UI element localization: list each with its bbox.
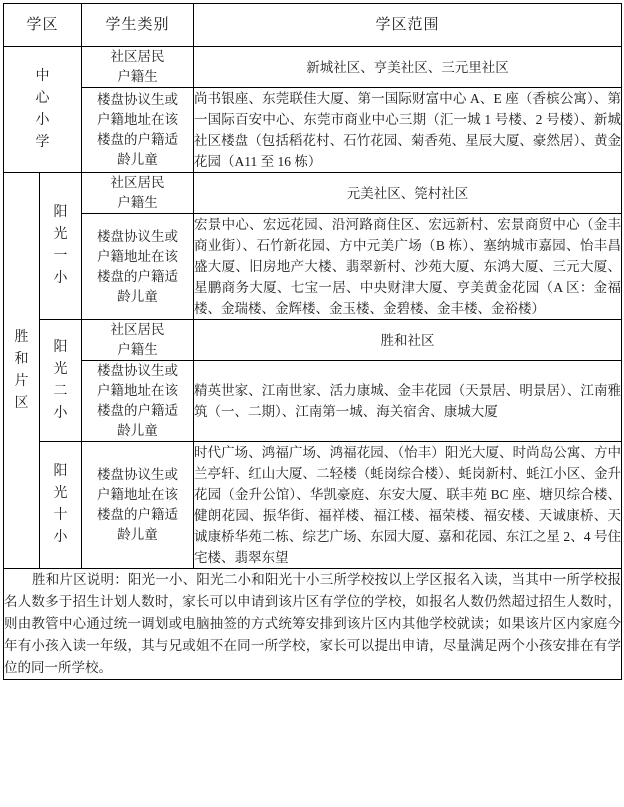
range-text: 时代广场、鸿福广场、鸿福花园、（怡丰）阳光大厦、时尚岛公寓、方中兰亭轩、红山大厦、二轻楼（蚝岗综合楼）、蚝岗新村、蚝江小区、金升花园（金升公馆）、华凯豪庭、东安大厦、联丰苑 BC 座、塘贝综合楼、健朗花园、振华街、福祥楼、福江楼、福荣楼、福安楼、天诚康桥、天诚康桥华苑二栋、综艺广场、东园大厦、嘉和花园、东江之星 2、4 号住宅楼、翡翠东望	[194, 442, 622, 569]
category-line: 户籍生	[117, 69, 158, 84]
range-text: 宏景中心、宏远花园、沿河路商住区、宏远新村、宏景商贸中心（金丰商业街）、石竹新花园、方中元美广场（B 栋）、塞纳城市嘉园、怡丰昌盛大厦、旧房地产大楼、翡翠新村、沙苑大厦、东鸿大厦、三元大厦、星鹏商务大厦、七宝一居、中央财津大厦、亨美黄金花园（A 区：金福楼、金瑞楼、金辉楼、金玉楼、金碧楼、金丰楼、金裕楼）	[194, 214, 622, 320]
school-char: 光	[53, 486, 68, 501]
school-char: 小	[53, 405, 68, 421]
category-line: 社区居民	[110, 175, 165, 190]
zone-char: 胜	[14, 329, 29, 345]
school-label-yangguang-10	[40, 442, 82, 569]
category-line: 楼盘的户籍适	[97, 507, 179, 522]
table-row	[4, 214, 622, 320]
school-char: 光	[53, 227, 68, 242]
category-line: 楼盘协议生或	[97, 467, 179, 482]
category-resident	[82, 47, 194, 88]
category-line: 楼盘协议生或	[97, 92, 179, 107]
category-line: 龄儿童	[117, 152, 158, 167]
range-text: 胜和社区	[194, 320, 622, 361]
school-char: 小	[53, 530, 68, 545]
category-line: 楼盘的户籍适	[97, 403, 179, 418]
zone-char: 小	[35, 112, 50, 128]
category-line: 楼盘协议生或	[97, 228, 179, 244]
school-char: 十	[53, 508, 68, 523]
school-char: 二	[53, 383, 68, 399]
category-line: 龄儿童	[117, 423, 158, 438]
category-resident	[82, 173, 194, 214]
table-row	[4, 361, 622, 442]
category-line: 龄儿童	[117, 527, 158, 542]
range-text: 精英世家、江南世家、活力康城、金丰花园（天景居、明景居）、江南雅筑（一、二期）、江南第一城、海关宿舍、康城大厦	[194, 361, 622, 442]
zone-char: 心	[35, 90, 50, 106]
school-label-yangguang-2	[40, 320, 82, 442]
school-char: 一	[53, 249, 68, 264]
school-label-yangguang-1	[40, 173, 82, 320]
range-text: 新城社区、亨美社区、三元里社区	[194, 47, 622, 88]
category-line: 户籍地址在该	[97, 112, 179, 127]
category-line: 户籍地址在该	[97, 383, 179, 398]
category-line: 社区居民	[110, 49, 165, 64]
category-property	[82, 442, 194, 569]
shenghe-area-note: 胜和片区说明：阳光一小、阳光二小和阳光十小三所学校按以上学区报名入读，当其中一所学校报名人数多于招生计划人数时，家长可以申请到该片区有学位的学校，如报名人数仍然超过招生人数时，则由教管中心通过统一调划或电脑抽签的方式统筹安排到该片区内其他学校就读；如果该片区内家庭今年有小孩入读一年级，其与兄或姐不在同一所学校，家长可以提出申请，尽量满足两个小孩安排在有学位的同一所学校。	[4, 569, 622, 680]
category-line: 户籍生	[117, 342, 158, 357]
zone-label-stack	[4, 327, 39, 415]
category-property	[82, 88, 194, 173]
category-line: 户籍地址在该	[97, 248, 179, 264]
table-row	[4, 442, 622, 569]
category-property	[82, 214, 194, 320]
category-line: 社区居民	[110, 322, 165, 337]
school-char: 阳	[53, 205, 68, 220]
category-property	[82, 361, 194, 442]
category-line: 楼盘的户籍适	[97, 268, 179, 284]
category-line: 楼盘协议生或	[97, 363, 179, 378]
category-line: 龄儿童	[117, 288, 158, 304]
range-text: 元美社区、筦村社区	[194, 173, 622, 214]
category-line: 户籍地址在该	[97, 487, 179, 502]
table-header-row	[4, 4, 622, 47]
category-line: 楼盘的户籍适	[97, 132, 179, 147]
zone-char: 区	[14, 395, 29, 411]
zone-label-stack	[4, 66, 81, 154]
column-header-category: 学生类别	[82, 4, 194, 47]
category-line: 户籍生	[117, 195, 158, 210]
school-char: 小	[53, 271, 68, 286]
school-char: 阳	[53, 339, 68, 355]
zone-char: 片	[14, 373, 29, 389]
school-label-stack	[40, 202, 81, 290]
table-note-row	[4, 569, 622, 680]
zone-char: 中	[35, 68, 50, 84]
school-district-table	[3, 3, 622, 680]
table-row	[4, 88, 622, 173]
column-header-range: 学区范围	[194, 4, 622, 47]
school-char: 阳	[53, 464, 68, 479]
school-label-stack	[40, 461, 81, 549]
table-row	[4, 47, 622, 88]
zone-label-shenghe-area	[4, 173, 40, 569]
table-row	[4, 173, 622, 214]
category-resident	[82, 320, 194, 361]
zone-char: 学	[35, 134, 50, 150]
zone-label-center-primary	[4, 47, 82, 173]
range-text: 尚书银座、东莞联佳大厦、第一国际财富中心 A、E 座（香槟公寓）、第一国际百安中心、东莞市商业中心三期（汇一城 1 号楼、2 号楼）、新城社区楼盘（包括稻花村、石竹花园、菊香苑、星辰大厦、豪然居）、黄金花园（A11 至 16 栋）	[194, 88, 622, 173]
zone-char: 和	[14, 351, 29, 367]
school-label-stack	[40, 337, 81, 425]
school-char: 光	[53, 361, 68, 377]
column-header-zone: 学区	[4, 4, 82, 47]
table-row	[4, 320, 622, 361]
